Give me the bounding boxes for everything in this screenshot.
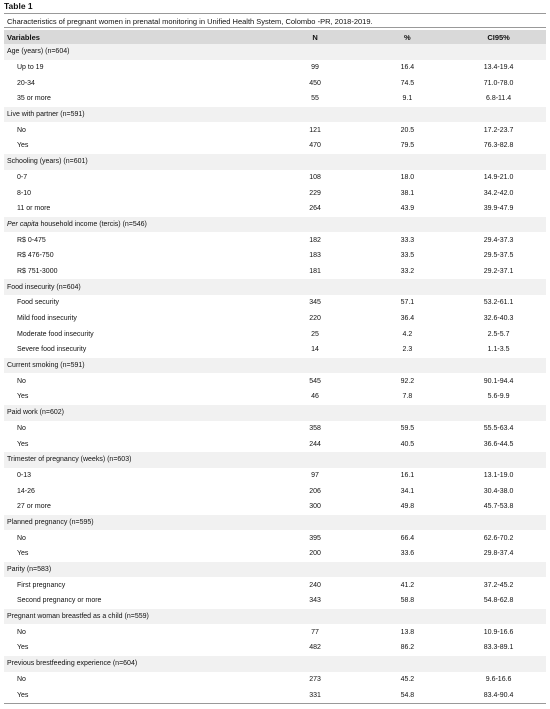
- cell-percent: 33.6: [400, 550, 415, 558]
- cell-ci95: 2.5-5.7: [487, 330, 510, 338]
- cell-percent: 43.9: [400, 205, 415, 213]
- cell-n: 55: [311, 95, 319, 103]
- cell-category: Yes: [17, 440, 29, 448]
- cell-category: Severe food insecurity: [17, 346, 87, 354]
- cell-ci95: 76.3-82.8: [483, 142, 514, 150]
- cell-n: 46: [311, 393, 319, 401]
- cell-percent: 40.5: [400, 440, 415, 448]
- cell-percent: 16.1: [400, 471, 415, 479]
- cell-percent: 33.3: [400, 236, 415, 244]
- cell-ci95: 29.2-37.1: [483, 267, 514, 275]
- group-label: [4, 562, 546, 578]
- cell-percent: 36.4: [400, 315, 415, 323]
- cell-n: 200: [309, 550, 321, 558]
- cell-n: 108: [309, 173, 321, 181]
- table-row: [4, 75, 546, 91]
- cell-n: 264: [309, 205, 321, 213]
- cell-n: 25: [311, 330, 319, 338]
- cell-ci95: 6.8-11.4: [485, 95, 512, 103]
- group-label: [4, 107, 546, 123]
- cell-percent: 38.1: [400, 189, 415, 197]
- cell-n: 244: [309, 440, 321, 448]
- cell-percent: 41.2: [400, 581, 415, 589]
- cell-ci95: 53.2-61.1: [483, 299, 514, 307]
- group-label: [4, 217, 546, 233]
- cell-category: 8-10: [17, 189, 32, 197]
- group-label: [4, 609, 546, 625]
- cell-ci95: 32.6-40.3: [483, 315, 514, 323]
- group-label: [4, 279, 546, 295]
- cell-percent: 18.0: [400, 173, 415, 181]
- cell-category: 20-34: [17, 79, 35, 87]
- cell-n: 14: [311, 346, 319, 354]
- table-row: [4, 593, 546, 609]
- group-row: [4, 107, 546, 123]
- cell-percent: 20.5: [400, 126, 415, 134]
- cell-category: Yes: [17, 142, 29, 150]
- group-label-text: household income (tercis) (n=546): [38, 220, 147, 228]
- group-row: [4, 217, 546, 233]
- cell-n: 358: [309, 424, 321, 432]
- table-label: Table 1: [4, 1, 33, 11]
- cell-percent: 58.8: [400, 597, 415, 605]
- cell-n: 331: [266, 687, 363, 703]
- group-label-text: Current smoking (n=591): [7, 362, 85, 370]
- cell-ci95: 29.5-37.5: [483, 252, 514, 260]
- group-label-text: Pregnant woman breastfed as a child (n=559): [7, 613, 149, 621]
- cell-category: Food security: [17, 299, 60, 307]
- group-label-text: Age (years) (n=604): [7, 48, 70, 56]
- cell-n: 182: [309, 236, 321, 244]
- cell-percent: 33.5: [400, 252, 415, 260]
- cell-n: 273: [309, 675, 321, 683]
- table-row: [4, 436, 546, 452]
- table-row: [4, 60, 546, 76]
- cell-category: Moderate food insecurity: [17, 330, 94, 338]
- cell-n: 470: [309, 142, 321, 150]
- cell-ci95: 17.2-23.7: [483, 126, 514, 134]
- cell-category: Up to 19: [17, 64, 44, 72]
- table-row: [4, 468, 546, 484]
- group-row: [4, 515, 546, 531]
- table-caption: Characteristics of pregnant women in prenatal monitoring in Unified Health System, Colombo -PR, 2018-2019.: [4, 13, 546, 28]
- cell-percent: 49.8: [400, 503, 415, 511]
- cell-category: 27 or more: [17, 503, 51, 511]
- group-row: [4, 154, 546, 170]
- cell-category: Yes: [17, 550, 29, 558]
- cell-ci95: 71.0-78.0: [483, 79, 514, 87]
- group-label: [4, 405, 546, 421]
- cell-category: Yes: [17, 393, 29, 401]
- header-row: [4, 30, 546, 44]
- cell-ci95: 62.6-70.2: [483, 534, 514, 542]
- group-row: [4, 609, 546, 625]
- cell-category: Yes: [4, 687, 266, 703]
- cell-n: 183: [309, 252, 321, 260]
- table-body: [4, 44, 546, 703]
- group-label-italic: Per capita: [7, 220, 39, 228]
- cell-category: Yes: [17, 644, 29, 652]
- table-row: [4, 530, 546, 546]
- cell-category: 14-26: [17, 487, 35, 495]
- cell-n: 97: [311, 471, 319, 479]
- cell-n: 345: [309, 299, 321, 307]
- table-row: [4, 640, 546, 656]
- cell-category: No: [17, 377, 26, 385]
- cell-n: 450: [309, 79, 321, 87]
- cell-ci95: 54.8-62.8: [483, 597, 514, 605]
- cell-category: Second pregnancy or more: [17, 597, 102, 605]
- cell-ci95: 55.5-63.4: [483, 424, 514, 432]
- group-label-text: Previous brestfeeding experience (n=604): [7, 660, 138, 668]
- cell-category: No: [17, 126, 26, 134]
- table-row: [4, 687, 546, 703]
- table-row: [4, 232, 546, 248]
- group-row: [4, 358, 546, 374]
- cell-category: Mild food insecurity: [17, 315, 77, 323]
- table-row: [4, 546, 546, 562]
- cell-category: First pregnancy: [17, 581, 66, 589]
- group-row: [4, 562, 546, 578]
- cell-ci95: 1.1-3.5: [487, 346, 510, 354]
- group-row: [4, 279, 546, 295]
- table-row: [4, 311, 546, 327]
- cell-percent: 7.8: [402, 393, 413, 401]
- cell-ci95: 13.1-19.0: [483, 471, 514, 479]
- group-label-text: Parity (n=583): [7, 566, 52, 574]
- cell-ci95: 37.2-45.2: [483, 581, 514, 589]
- group-label: [4, 452, 546, 468]
- cell-n: 77: [311, 628, 319, 636]
- cell-category: 0-13: [17, 471, 32, 479]
- cell-ci95: 30.4-38.0: [483, 487, 514, 495]
- cell-percent: 9.1: [402, 95, 413, 103]
- cell-n: 121: [309, 126, 321, 134]
- table-row: [4, 138, 546, 154]
- cell-ci95: 36.6-44.5: [483, 440, 514, 448]
- group-label: [4, 656, 546, 672]
- cell-ci95: 5.6-9.9: [487, 393, 510, 401]
- table-row: [4, 624, 546, 640]
- group-row: [4, 452, 546, 468]
- cell-category: No: [17, 675, 26, 683]
- cell-ci95: 10.9-16.6: [483, 628, 514, 636]
- cell-n: 181: [309, 267, 321, 275]
- table-row: [4, 248, 546, 264]
- table-row: [4, 499, 546, 515]
- header-variables: Variables: [4, 30, 266, 44]
- cell-ci95: 9.6-16.6: [485, 675, 512, 683]
- group-label: [4, 358, 546, 374]
- table-row: [4, 91, 546, 107]
- group-label-text: Planned pregnancy (n=595): [7, 518, 94, 526]
- cell-ci95: 34.2-42.0: [483, 189, 514, 197]
- table-row: [4, 342, 546, 358]
- cell-percent: 16.4: [400, 64, 415, 72]
- table-row: [4, 577, 546, 593]
- cell-ci95: 29.4-37.3: [483, 236, 514, 244]
- group-label-text: Schooling (years) (n=601): [7, 158, 88, 166]
- cell-percent: 79.5: [400, 142, 415, 150]
- cell-n: 482: [309, 644, 321, 652]
- cell-category: 0-7: [17, 173, 28, 181]
- table-row: [4, 483, 546, 499]
- cell-ci95: 13.4-19.4: [483, 64, 514, 72]
- cell-category: 11 or more: [17, 205, 51, 213]
- table-row: [4, 185, 546, 201]
- cell-ci95: 29.8-37.4: [483, 550, 514, 558]
- cell-category: R$ 0-475: [17, 236, 46, 244]
- table-row: [4, 201, 546, 217]
- cell-percent: 4.2: [402, 330, 413, 338]
- cell-percent: 66.4: [400, 534, 415, 542]
- group-label: [4, 515, 546, 531]
- cell-n: 300: [309, 503, 321, 511]
- cell-percent: 2.3: [402, 346, 413, 354]
- group-label: [4, 44, 546, 60]
- cell-ci95: 39.9-47.9: [483, 205, 514, 213]
- cell-ci95: 90.1-94.4: [483, 377, 514, 385]
- cell-n: 240: [309, 581, 321, 589]
- cell-percent: 86.2: [400, 644, 415, 652]
- group-row: [4, 656, 546, 672]
- table-row: [4, 421, 546, 437]
- group-label: [4, 154, 546, 170]
- cell-ci95: 83.3-89.1: [483, 644, 514, 652]
- group-label-text: Live with partner (n=591): [7, 111, 85, 119]
- cell-ci95: 45.7-53.8: [483, 503, 514, 511]
- table-row: [4, 672, 546, 688]
- cell-percent: 74.5: [400, 79, 415, 87]
- cell-percent: 92.2: [400, 377, 415, 385]
- characteristics-table: [4, 30, 546, 704]
- cell-category: R$ 476-750: [17, 252, 54, 260]
- table-row: [4, 295, 546, 311]
- cell-n: 229: [309, 189, 321, 197]
- header-percent: %: [364, 30, 452, 44]
- cell-n: 395: [309, 534, 321, 542]
- cell-percent: 59.5: [400, 424, 415, 432]
- group-label-text: Paid work (n=602): [7, 409, 65, 417]
- table-header: [4, 30, 546, 44]
- table-row: [4, 264, 546, 280]
- cell-ci95: 14.9-21.0: [483, 173, 514, 181]
- group-row: [4, 44, 546, 60]
- cell-n: 343: [309, 597, 321, 605]
- table-row: [4, 170, 546, 186]
- table-row: [4, 326, 546, 342]
- cell-category: No: [17, 534, 26, 542]
- group-label-text: Food insecurity (n=604): [7, 283, 81, 291]
- cell-percent: 33.2: [400, 267, 415, 275]
- cell-n: 220: [309, 315, 321, 323]
- group-label-text: Trimester of pregnancy (weeks) (n=603): [7, 456, 132, 464]
- cell-n: 545: [309, 377, 321, 385]
- table-row: [4, 389, 546, 405]
- header-ci95: CI95%: [451, 30, 546, 44]
- group-row: [4, 405, 546, 421]
- cell-category: No: [17, 424, 26, 432]
- cell-percent: 45.2: [400, 675, 415, 683]
- cell-n: 99: [311, 64, 319, 72]
- cell-category: 35 or more: [17, 95, 51, 103]
- cell-ci95: 83.4-90.4: [451, 687, 546, 703]
- table-row: [4, 122, 546, 138]
- cell-percent: 13.8: [400, 628, 415, 636]
- table-row: [4, 373, 546, 389]
- cell-category: No: [17, 628, 26, 636]
- cell-category: R$ 751-3000: [17, 267, 58, 275]
- cell-n: 206: [309, 487, 321, 495]
- cell-percent: 57.1: [400, 299, 415, 307]
- cell-percent: 34.1: [400, 487, 415, 495]
- header-n: N: [266, 30, 363, 44]
- cell-percent: 54.8: [364, 687, 452, 703]
